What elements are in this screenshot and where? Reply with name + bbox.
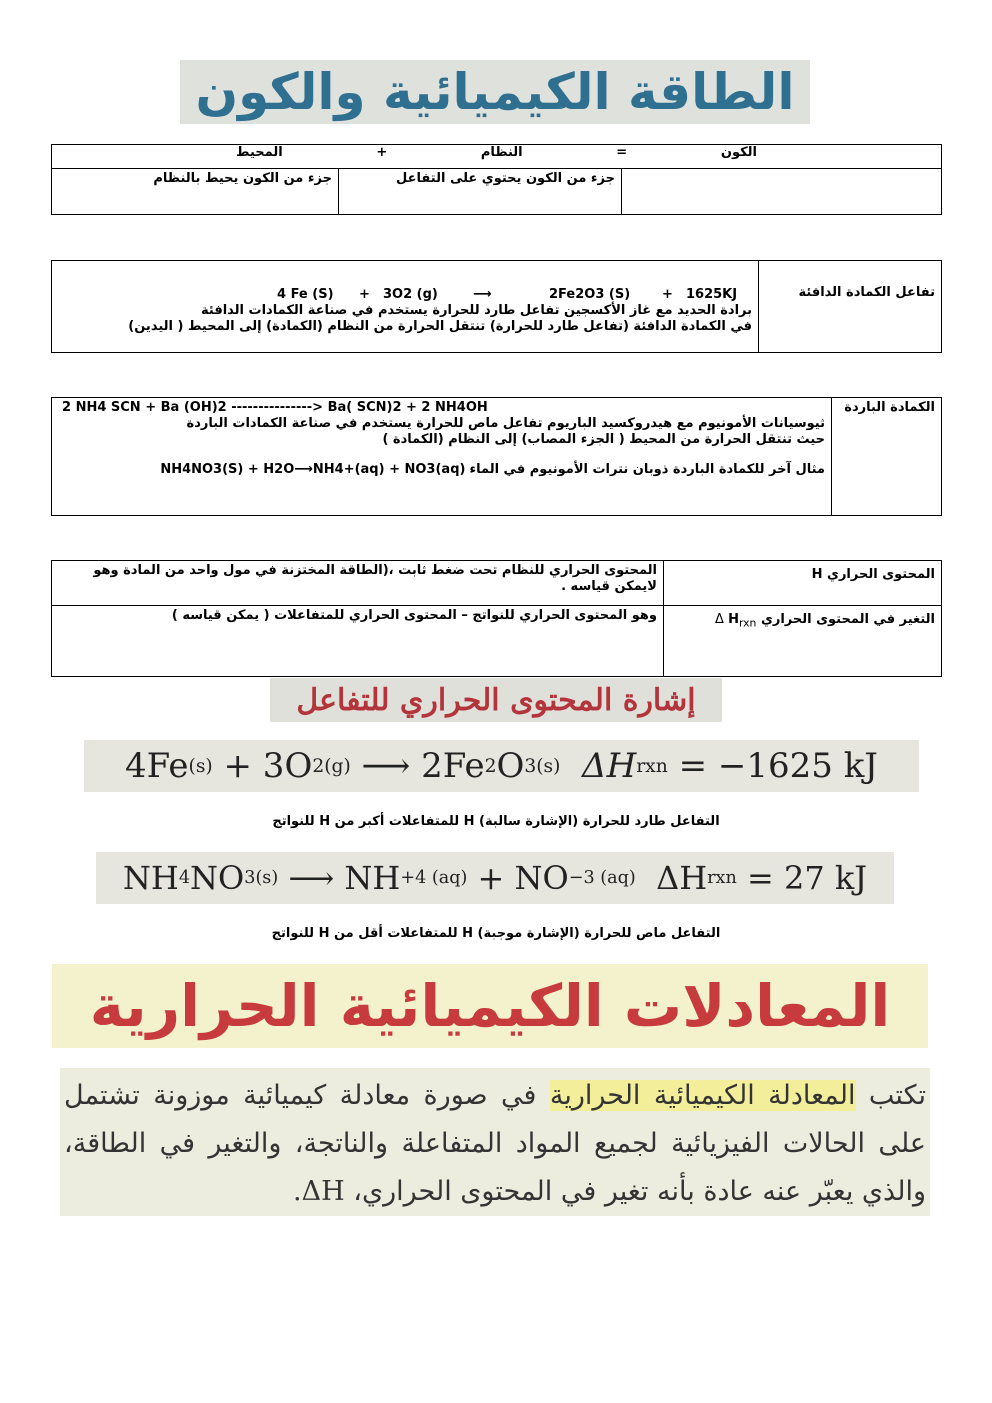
cold-pack-label: الكمادة الباردة [832, 398, 942, 516]
surroundings-definition: جزء من الكون يحيط بالنظام [52, 169, 339, 215]
paragraph-text: في صورة معادلة كيميائية موزونة تشتمل على الحالات الفيزيائية لجميع المواد المتفاعلة والناتجة، والتغير في الطاقة، والذي يعبّر عنه عادة بأنه تغير في المحتوى الحراري، ΔH. [64, 1080, 926, 1207]
eq1-part: 4Fe [125, 746, 189, 786]
eq2-part: 3 (aq) [583, 868, 636, 888]
eq1-value: = −1625 kJ [667, 746, 878, 786]
eq1-part: 2Fe [421, 746, 485, 786]
system-definition: جزء من الكون يحتوي على التفاعل [339, 169, 622, 215]
enthalpy-table [51, 560, 942, 677]
plus-sign: + [376, 145, 388, 160]
equation-endothermic [96, 852, 894, 904]
eq-energy: 1625KJ [686, 287, 738, 302]
arrow-icon: ⟶ [350, 746, 422, 786]
eq1-part: 3(s) [524, 755, 561, 777]
eq-o2: 3O2 (g) [383, 287, 438, 302]
caption-endothermic: التفاعل ماص للحرارة (الإشارة موجبة) H للمتفاعلات أقل من H للنواتج [271, 926, 721, 941]
cold-pack-table [51, 397, 942, 516]
thermo-banner [52, 964, 928, 1048]
eq2-part: rxn [707, 868, 737, 888]
eq2-part: 4 (aq) [415, 868, 468, 888]
caption-exothermic: التفاعل طارد للحرارة (الإشارة سالبة) H للمتفاعلات أكبر من H للنواتج [272, 814, 720, 829]
hot-pack-equation [277, 287, 752, 303]
thermo-banner-text: المعادلات الكيميائية الحرارية [89, 972, 891, 1040]
eq2-part: 4 [178, 868, 191, 888]
equation-exothermic [84, 740, 919, 792]
highlighted-term: المعادلة الكيميائية الحرارية [549, 1080, 856, 1111]
eq2-value: = 27 kJ [736, 859, 868, 897]
eq-fe: 4 Fe (S) [277, 287, 334, 302]
eq2-part: NH [122, 859, 179, 897]
cold-pack-example-equation: NH4NO3(S) + H2O⟶NH4+(aq) + NO3(aq) [160, 462, 466, 477]
eq1-part: 2 [484, 755, 497, 777]
eq1-part: 2(g) [312, 755, 351, 777]
title-text: الطاقة الكيميائية والكون [195, 63, 795, 121]
eq2-part: − [568, 868, 584, 888]
delta-h-rxn-symbol [715, 612, 757, 630]
eq2-part: ΔH [635, 859, 708, 897]
enthalpy-definition: المحتوى الحراري للنظام تحت ضغط ثابت ،(الطاقة المختزنة في مول واحد من المادة وهو لايمكن قياسه . [52, 561, 664, 606]
surroundings-label: المحيط [236, 145, 283, 160]
rxn-subscript: rxn [738, 616, 757, 630]
cold-pack-example-text: مثال آخر للكمادة الباردة ذوبان نترات الأمونيوم في الماء [469, 462, 825, 477]
eq1-part: + 3O [212, 746, 313, 786]
eq1-part: O [496, 746, 525, 786]
enthalpy-change-label [664, 606, 942, 677]
eq2-part: NO [190, 859, 245, 897]
hot-pack-content [52, 261, 759, 353]
equals-sign: = [616, 145, 628, 160]
title-banner [180, 60, 810, 124]
eq-plus: + [359, 287, 370, 302]
hot-pack-line2: في الكمادة الدافئة (تفاعل طارد للحرارة) تنتقل الحرارة من النظام (الكمادة) إلى المحيط ( اليدين) [128, 319, 752, 334]
definition-paragraph [60, 1068, 930, 1216]
cold-pack-line1: ثيوسيانات الأمونيوم مع هيدروكسيد الباريوم تفاعل ماص للحرارة يستخدم في صناعة الكمادات الباردة [186, 416, 825, 431]
hot-pack-line1: برادة الحديد مع غاز الأكسجين تفاعل طارد للحرارة يستخدم في صناعة الكمادات الدافئة [201, 303, 752, 318]
universe-label: الكون [720, 145, 757, 160]
enthalpy-label: المحتوى الحراري H [664, 561, 942, 606]
cold-pack-equation: 2 NH4 SCN + Ba (OH)2 ---------------> Ba( SCN)2 + 2 NH4OH [62, 400, 488, 415]
enthalpy-change-text: التغير في المحتوى الحراري [760, 612, 935, 627]
eq1-part: ΔH [560, 746, 637, 786]
eq-plus: + [662, 287, 673, 302]
eq-fe2o3: 2Fe2O3 (S) [549, 287, 631, 302]
paragraph-text: تكتب [855, 1080, 927, 1111]
arrow-icon: ⟶ [473, 287, 492, 302]
system-label: النظام [480, 145, 523, 160]
sign-banner-text: إشارة المحتوى الحراري للتفاعل [296, 682, 696, 718]
universe-empty-cell [622, 169, 942, 215]
eq2-part: 3(s) [244, 868, 279, 888]
eq2-part: + [400, 868, 416, 888]
hot-pack-label: تفاعل الكمادة الدافئة [759, 261, 942, 353]
arrow-icon: ⟶ NH [278, 859, 401, 897]
universe-table [51, 144, 942, 215]
enthalpy-change-definition: وهو المحتوى الحراري للنواتج – المحتوى الحراري للمتفاعلات ( يمكن قياسه ) [52, 606, 664, 677]
sign-banner [270, 678, 722, 722]
universe-header-row [52, 145, 942, 169]
eq1-part: rxn [636, 755, 668, 777]
hot-pack-table [51, 260, 942, 353]
delta-symbol: Δ [715, 612, 724, 627]
eq1-part: (s) [188, 755, 213, 777]
cold-pack-content [52, 398, 832, 516]
h-symbol: H [728, 612, 739, 627]
cold-pack-line3 [58, 462, 825, 478]
cold-pack-line2: حيث تنتقل الحرارة من المحيط ( الجزء المصاب) إلى النظام (الكمادة ) [382, 432, 825, 447]
eq2-part: + NO [467, 859, 569, 897]
